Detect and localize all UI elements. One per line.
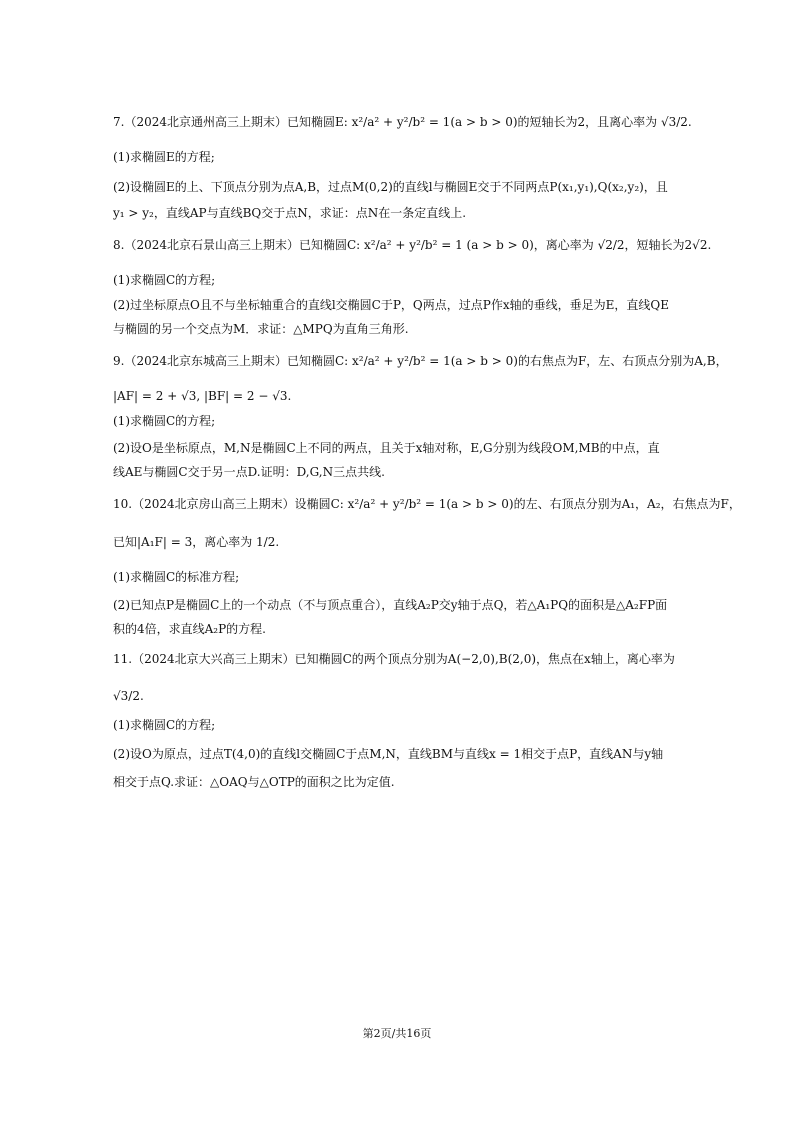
- problem-10-part-2: (2)已知点P是椭圆C上的一个动点（不与顶点重合），直线A₂P交y轴于点Q，若△A₁PQ的面积是△A₂FP面: [113, 598, 668, 612]
- problem-8-part-2: (2)过坐标原点O且不与坐标轴重合的直线l交椭圆C于P，Q两点，过点P作x轴的垂线，垂足为E，直线QE: [113, 298, 669, 312]
- problem-9-part-2: (2)设O是坐标原点，M,N是椭圆C上不同的两点，且关于x轴对称，E,G分别为线段OM,MB的中点，直: [113, 441, 660, 455]
- problem-9-part-2-cont: 线AE与椭圆C交于另一点D.证明：D,G,N三点共线.: [113, 465, 385, 479]
- problem-10-stem: 10.（2024北京房山高三上期末）设椭圆C: x²/a² + y²/b² = 1(a > b > 0)的左、右顶点分别为A₁，A₂，右焦点为F，: [113, 497, 741, 511]
- page-number-footer: 第2页/共16页: [362, 1027, 432, 1040]
- problem-10-given: 已知|A₁F| = 3，离心率为 1/2.: [113, 535, 280, 549]
- problem-9-part-1: (1)求椭圆C的方程;: [113, 414, 216, 428]
- problem-8-stem: 8.（2024北京石景山高三上期末）已知椭圆C: x²/a² + y²/b² = 1 (a > b > 0)，离心率为 √2/2，短轴长为2√2.: [113, 238, 712, 252]
- problem-8-part-1: (1)求椭圆C的方程;: [113, 273, 216, 287]
- problem-9-given: |AF| = 2 + √3, |BF| = 2 − √3.: [113, 389, 292, 403]
- problem-7-stem: 7.（2024北京通州高三上期末）已知椭圆E: x²/a² + y²/b² = 1(a > b > 0)的短轴长为2，且离心率为 √3/2.: [113, 115, 692, 129]
- problem-11-stem-cont: √3/2.: [113, 689, 144, 703]
- problem-7-part-1: (1)求椭圆E的方程;: [113, 150, 215, 164]
- problem-7-part-2-cont: y₁ > y₂，直线AP与直线BQ交于点N，求证：点N在一条定直线上.: [113, 206, 467, 220]
- problem-9-stem: 9.（2024北京东城高三上期末）已知椭圆C: x²/a² + y²/b² = 1(a > b > 0)的右焦点为F，左、右顶点分别为A,B，: [113, 354, 728, 368]
- problem-7-part-2: (2)设椭圆E的上、下顶点分别为点A,B，过点M(0,2)的直线l与椭圆E交于不同两点P(x₁,y₁),Q(x₂,y₂)，且: [113, 180, 668, 194]
- problem-11-part-1: (1)求椭圆C的方程;: [113, 718, 216, 732]
- problem-11-stem: 11.（2024北京大兴高三上期末）已知椭圆C的两个顶点分别为A(−2,0),B(2,0)，焦点在x轴上，离心率为: [113, 652, 675, 666]
- problem-10-part-2-cont: 积的4倍，求直线A₂P的方程.: [113, 622, 267, 636]
- problem-10-part-1: (1)求椭圆C的标准方程;: [113, 570, 240, 584]
- problem-8-part-2-cont: 与椭圆的另一个交点为M．求证：△MPQ为直角三角形.: [113, 322, 409, 336]
- problem-11-part-2: (2)设O为原点，过点T(4,0)的直线l交椭圆C于点M,N，直线BM与直线x = 1相交于点P，直线AN与y轴: [113, 747, 664, 761]
- problem-11-part-2-cont: 相交于点Q.求证：△OAQ与△OTP的面积之比为定值.: [113, 775, 395, 789]
